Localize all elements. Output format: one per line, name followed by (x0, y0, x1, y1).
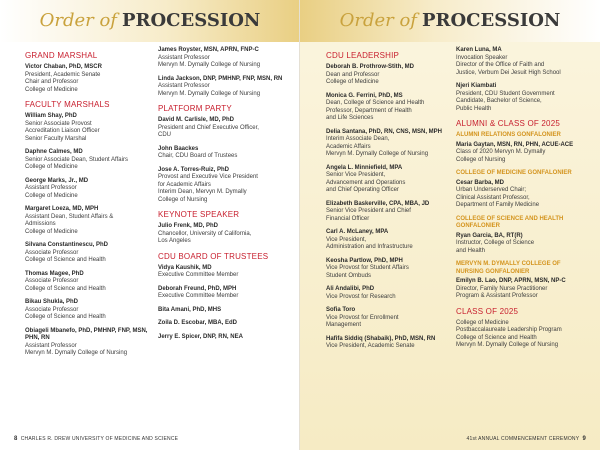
person-entry (25, 299, 153, 322)
person-title-line: Justice, Verbum Dei Jesuit High School (456, 69, 561, 76)
person-title-line: Assistant Dean, Student Affairs & (25, 213, 114, 220)
person-entry (326, 286, 454, 301)
person-entry (326, 64, 454, 87)
person-entry (326, 165, 454, 195)
title-main: PROCESSION (422, 10, 561, 31)
person-entry (158, 167, 286, 205)
page-footer (14, 436, 178, 442)
person-name: Keosha Partlow, PhD, MPH (326, 257, 403, 264)
person-title-line: College of Science and Health (25, 257, 106, 263)
page-right (300, 0, 600, 450)
person-name: Monica G. Ferrini, PhD, MS (326, 92, 403, 99)
person-title-line: Candidate, Bachelor of Science, (456, 98, 542, 104)
person-name: Maria Gaytan, MSN, RN, PHN, ACUE-ACE (456, 141, 574, 148)
section-heading: ALUMNI & CLASS OF 2025 (456, 119, 560, 128)
person-name: Linda Jackson, DNP, PMHNP, FNP, MSN, RN (158, 75, 283, 82)
person-title-line: Assistant Professor (158, 83, 210, 89)
person-entry (326, 129, 454, 159)
person-entry (158, 47, 286, 70)
person-title-line: Chancellor, University of California, (158, 230, 252, 237)
person-entry (456, 320, 584, 350)
person-name: Hafifa Siddiq (Shabaik), PhD, MSN, RN (326, 335, 436, 342)
person-title-line: Director of the Office of Faith and (456, 62, 545, 68)
person-title-line: Executive Committee Member (158, 272, 239, 278)
person-title-line: Chair, CDU Board of Trustees (158, 153, 238, 159)
person-title-line: Associate Professor (25, 306, 79, 313)
person-entry (158, 320, 286, 328)
page-title (300, 10, 600, 31)
person-name: David M. Carlisle, MD, PhD (158, 117, 235, 123)
person-name: Deborah Freund, PhD, MPH (158, 285, 237, 292)
person-title-line: President, Academic Senate (25, 71, 101, 78)
page-number: 9 (582, 436, 586, 442)
person-entry (25, 242, 153, 265)
person-title-line: Student Ombuds (326, 272, 372, 279)
person-title-line: Interim Associate Dean, (326, 136, 390, 142)
title-prefix: Order of (39, 10, 117, 31)
person-name: William Shay, PhD (25, 113, 77, 119)
person-title-line: Vice Provost for Enrollment (326, 314, 399, 321)
person-title-line: Mervyn M. Dymally College of Nursing (25, 350, 128, 356)
person-title-line: Management (326, 322, 362, 328)
person-entry (326, 201, 454, 224)
person-title-line: College of Medicine (25, 228, 78, 235)
page-title (0, 10, 300, 31)
person-title-line: College of Medicine (456, 319, 509, 326)
person-entry (326, 258, 454, 281)
person-entry (326, 93, 454, 123)
person-title-line: Senior Associate Provost (25, 120, 92, 127)
person-entry (25, 64, 153, 94)
footer-text: CHARLES R. DREW UNIVERSITY OF MEDICINE AND SCIENCE (20, 436, 179, 442)
person-name: Karen Luna, MA (456, 47, 502, 53)
person-title-line: Senior Faculty Marshal (25, 135, 87, 142)
footer-text: 41st ANNUAL COMMENCEMENT CEREMONY (466, 436, 580, 442)
person-name: Emilyn B. Lao, DNP, APRN, MSN, NP-C (456, 278, 566, 284)
title-main: PROCESSION (122, 10, 261, 31)
person-entry (456, 47, 584, 77)
person-name: James Royster, MSN, APRN, FNP-C (158, 47, 259, 53)
section-heading: FACULTY MARSHALS (25, 100, 110, 109)
person-title-line: Dean and Professor (326, 71, 380, 78)
person-entry (158, 76, 286, 99)
person-title-line: President, CDU Student Government (456, 90, 555, 97)
person-name: Deborah B. Prothrow-Stith, MD (326, 64, 414, 70)
person-title-line: Vice Provost for Student Affairs (326, 265, 409, 271)
person-title-line: Class of 2020 Mervyn M. Dymally (456, 149, 546, 155)
person-name: Vidya Kaushik, MD (158, 264, 212, 271)
column-right-2 (456, 47, 584, 356)
column-left-1 (25, 47, 153, 364)
person-title-line: College of Medicine (25, 86, 78, 93)
person-title-line: Professor, Department of Health (326, 107, 412, 114)
person-entry (456, 180, 584, 210)
person-title-line: Mervyn M. Dymally College of Nursing (158, 90, 261, 97)
subsection-heading: MERVYN M. DYMALLY COLLEGE OF NURSING GONFALONIER (456, 261, 561, 275)
person-title-line: Financial Officer (326, 215, 370, 222)
person-name: Njeri Kiambati (456, 83, 497, 89)
person-entry (456, 278, 584, 301)
person-entry (158, 117, 286, 140)
person-title-line: and Health (456, 247, 486, 254)
person-name: Jose A. Torres-Ruiz, PhD (158, 166, 230, 173)
person-entry (158, 307, 286, 315)
person-title-line: Department of Family Medicine (456, 202, 540, 208)
person-title-line: Assistant Professor (25, 342, 77, 349)
person-entry (326, 307, 454, 330)
person-title-line: Accreditation Liaison Officer (25, 128, 100, 134)
person-title-line: Director, Family Nurse Practitioner (456, 285, 548, 292)
person-name: George Marks, Jr., MD (25, 177, 89, 184)
person-name: Elizabeth Baskerville, CPA, MBA, JD (326, 200, 430, 207)
person-entry (25, 113, 153, 143)
person-entry (25, 271, 153, 294)
person-name: Cesar Barba, MD (456, 179, 505, 186)
title-prefix: Order of (339, 10, 417, 31)
person-title-line: College of Medicine (25, 164, 78, 170)
person-title-line: Senior Vice President, (326, 172, 386, 178)
person-name: Zoila D. Escobar, MBA, EdD (158, 320, 238, 326)
person-title-line: College of Nursing (456, 156, 506, 163)
person-title-line: College of Medicine (25, 192, 78, 199)
person-entry (158, 334, 286, 342)
person-entry (25, 328, 153, 358)
column-left-2 (158, 47, 286, 347)
person-title-line: Vice President, Academic Senate (326, 343, 415, 349)
person-title-line: College of Nursing (158, 196, 208, 203)
person-name: Angela L. Minniefield, MPA (326, 164, 403, 171)
person-entry (25, 178, 153, 201)
person-title-line: and Chief Operating Officer (326, 187, 399, 193)
page-footer (467, 436, 586, 442)
person-title-line: Admissions (25, 221, 56, 227)
person-title-line: College of Science and Health (25, 314, 106, 320)
person-title-line: Invocation Speaker (456, 54, 508, 61)
person-name: Margaret Loeza, MD, MPH (25, 206, 99, 212)
person-name: Bikau Shukla, PhD (25, 299, 79, 305)
person-name: Silvana Constantinescu, PhD (25, 242, 109, 248)
person-title-line: Administration and Infrastructure (326, 244, 413, 250)
person-title-line: Program & Assistant Professor (456, 293, 538, 299)
person-entry (158, 223, 286, 246)
person-title-line: Mervyn M. Dymally College of Nursing (326, 151, 429, 157)
person-name: Ryan Garcia, BA, RT(R) (456, 232, 523, 239)
person-title-line: Assistant Professor (25, 185, 77, 191)
person-title-line: College of Medicine (326, 79, 379, 85)
person-name: Julio Frenk, MD, PhD (158, 223, 219, 229)
person-name: John Baackes (158, 145, 199, 152)
person-title-line: Advancement and Operations (326, 179, 406, 186)
subsection-heading: ALUMNI RELATIONS GONFALONIER (456, 132, 561, 138)
person-entry (456, 233, 584, 256)
person-title-line: Instructor, College of Science (456, 240, 535, 246)
person-title-line: Clinical Assistant Professor, (456, 194, 530, 201)
section-heading: CDU BOARD OF TRUSTEES (158, 251, 269, 261)
person-name: Carl A. McLaney, MPA (326, 229, 389, 235)
person-name: Thomas Magee, PhD (25, 270, 84, 277)
person-title-line: Associate Professor (25, 278, 79, 284)
person-name: Victor Chaban, PhD, MSCR (25, 64, 102, 70)
person-entry (456, 83, 584, 113)
subsection-heading: COLLEGE OF MEDICINE GONFALONIER (456, 170, 572, 176)
person-entry (158, 286, 286, 301)
person-entry (158, 265, 286, 280)
person-entry (326, 229, 454, 252)
page-number: 8 (14, 436, 18, 442)
person-title-line: Postbaccalaureate Leadership Program (456, 327, 562, 333)
person-title-line: Mervyn M. Dymally College of Nursing (456, 342, 559, 348)
person-entry (326, 336, 454, 351)
person-title-line: Academic Affairs (326, 143, 371, 150)
person-title-line: Vice President, (326, 236, 367, 243)
section-heading: KEYNOTE SPEAKER (158, 210, 240, 219)
person-title-line: Associate Professor (25, 249, 79, 256)
person-title-line: Provost and Executive Vice President (158, 174, 258, 180)
person-name: Jerry E. Spicer, DNP, RN, NEA (158, 333, 243, 340)
person-title-line: Interim Dean, Mervyn M. Dymally (158, 189, 247, 195)
section-heading: CLASS OF 2025 (456, 306, 519, 316)
person-name: Ali Andalibi, PhD (326, 286, 375, 292)
person-title-line: Mervyn M. Dymally College of Nursing (158, 62, 261, 68)
person-title-line: Senior Vice President and Chief (326, 208, 411, 214)
person-title-line: Urban Underserved Chair; (456, 187, 527, 193)
person-title-line: Los Angeles (158, 238, 191, 244)
person-title-line: Dean, College of Science and Health (326, 100, 425, 106)
person-entry (25, 149, 153, 172)
person-title-line: and Life Sciences (326, 115, 374, 121)
section-heading: GRAND MARSHAL (25, 51, 98, 60)
person-name: Daphne Calmes, MD (25, 149, 83, 155)
person-title-line: College of Science and Health (25, 285, 106, 292)
subsection-heading: COLLEGE OF SCIENCE AND HEALTH GONFALONIER (456, 215, 564, 229)
person-title-line: Executive Committee Member (158, 293, 239, 299)
section-heading: PLATFORM PARTY (158, 104, 232, 113)
person-title-line: Chair and Professor (25, 79, 79, 85)
column-right-1 (326, 47, 454, 357)
person-title-line: Vice Provost for Research (326, 293, 396, 300)
person-title-line: CDU (158, 132, 171, 138)
person-title-line: Assistant Professor (158, 54, 210, 61)
person-name: Obiageli Mbanefo, PhD, PMHNP, FNP, MSN, PHN, RN (25, 327, 148, 341)
person-title-line: President and Chief Executive Officer, (158, 124, 259, 131)
person-entry (25, 206, 153, 236)
person-title-line: Public Health (456, 105, 492, 112)
person-entry (456, 142, 584, 165)
person-name: Bita Amani, PhD, MHS (158, 306, 222, 313)
person-name: Sofia Toro (326, 307, 356, 313)
person-name: Delia Santana, PhD, RN, CNS, MSN, MPH (326, 128, 443, 135)
section-heading: CDU LEADERSHIP (326, 51, 400, 60)
person-title-line: for Academic Affairs (158, 181, 211, 188)
person-title-line: Senior Associate Dean, Student Affairs (25, 156, 128, 163)
person-entry (158, 146, 286, 161)
person-title-line: College of Science and Health (456, 334, 537, 341)
